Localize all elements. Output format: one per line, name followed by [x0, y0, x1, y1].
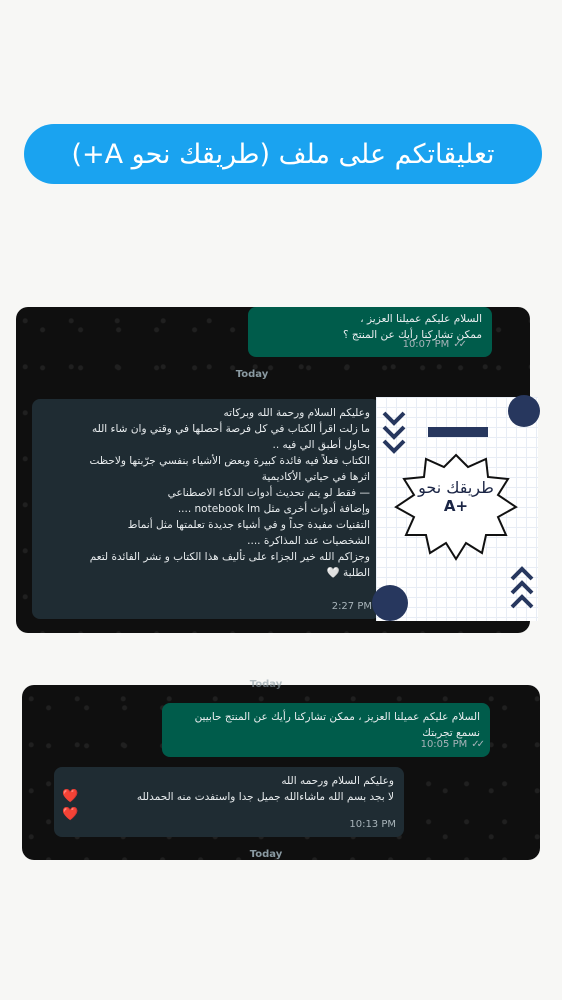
message-line: اثرها في حياتي الأكاديمية — [261, 471, 370, 483]
banner-title: تعليقاتكم على ملف (طريقك نحو A+) — [71, 138, 495, 170]
message-time: 10:13 PM — [349, 819, 396, 830]
message-line: — فقط لو يتم تحديث أدوات الذكاء الاصطناعي — [167, 487, 370, 499]
message-meta — [403, 337, 464, 353]
message-line: السلام عليكم عميلنا العزيز ، ممكن تشاركنا رأيك عن المنتج حابيين — [194, 711, 480, 723]
message-meta — [421, 737, 482, 753]
cover-title — [396, 479, 516, 515]
message-time: 2:27 PM — [331, 601, 372, 612]
cover-title-line2: A+ — [443, 497, 469, 515]
message-line: التقنيات مفيدة جداً و في أشياء جديدة تعلمتها مثل أنماط — [127, 519, 370, 531]
date-divider: Today — [235, 369, 269, 380]
message-line: وعليكم السلام ورحمة الله وبركاته — [223, 407, 370, 419]
heart-emoji: ❤️ — [62, 789, 79, 804]
message-line: السلام عليكم عميلنا العزيز ، — [360, 313, 482, 325]
cover-title-line1: طريقك نحو — [418, 478, 494, 497]
incoming-message[interactable] — [32, 399, 380, 619]
message-line: ممكن تشاركنا رأيك عن المنتج ؟ — [343, 329, 482, 341]
message-line: الطلبة 🤍 — [326, 567, 370, 579]
message-line: نسمع تجربتك — [422, 727, 480, 739]
chevrons-down-icon — [384, 413, 404, 451]
message-meta — [349, 817, 396, 833]
outgoing-message[interactable] — [162, 703, 490, 757]
read-ticks-icon: ✓✓ — [453, 339, 464, 350]
chevrons-up-icon — [512, 569, 532, 607]
date-divider: Today — [249, 679, 283, 690]
incoming-message[interactable] — [54, 767, 404, 837]
cover-circle-top — [508, 395, 540, 427]
message-line: الكتاب فعلاً فيه فائدة كبيرة وبعض الأشياء بنفسي جرّبتها ولاحظت — [89, 455, 370, 467]
outgoing-message[interactable] — [248, 307, 492, 357]
date-divider: Today — [249, 849, 283, 860]
message-meta — [332, 599, 372, 615]
message-time: 10:05 PM — [420, 739, 468, 750]
cover-bar — [428, 427, 488, 437]
message-line: وعليكم السلام ورحمه الله — [281, 775, 394, 787]
chat-screenshot-2 — [22, 679, 540, 860]
message-line: وجزاكم الله خير الجزاء على تأليف هذا الكتاب و نشر الفائدة لتعم — [89, 551, 370, 563]
message-line: بحاول أطبق الي فيه .. — [272, 439, 370, 451]
message-time: 10:07 PM — [402, 339, 450, 350]
title-banner — [24, 124, 542, 184]
cover-circle-bottom — [372, 585, 408, 621]
message-line: لا بجد بسم الله ماشاءالله جميل جدا واستفدت منه الحمدلله — [136, 791, 394, 803]
message-line: ما زلت اقرأ الكتاب في كل فرصة أحصلها في وقتي وان شاء الله — [91, 423, 370, 435]
message-line: وإضافة أدوات أخرى مثل notebook lm .... — [177, 503, 370, 515]
product-cover-card — [376, 397, 538, 621]
read-ticks-icon: ✓✓ — [471, 739, 482, 750]
message-line: الشخصيات عند المذاكرة .... — [247, 535, 370, 547]
heart-emoji: ❤️ — [62, 807, 79, 822]
